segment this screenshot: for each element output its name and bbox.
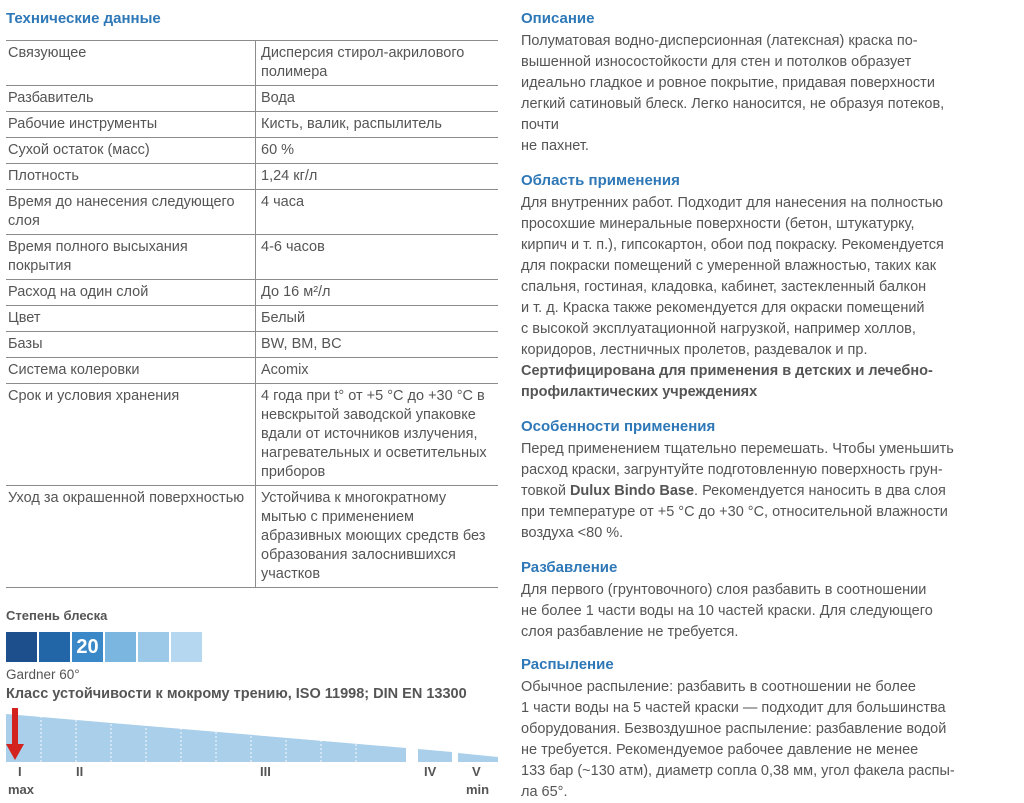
application-text [521, 193, 944, 403]
text-line: воздуха <80 %. [521, 525, 624, 541]
text-line: легкий сатиновый блеск. Легко наносится, не образуя потеков, [521, 96, 945, 112]
class-label: III [260, 764, 271, 779]
gloss-swatch [6, 632, 37, 662]
description-section [521, 10, 944, 157]
spec-key: Цвет [6, 306, 256, 332]
arrow-shaft [12, 708, 18, 746]
spec-key: Рабочие инструменты [6, 112, 256, 138]
text-line: с высокой эксплуатационной нагрузкой, например холлов, [521, 321, 916, 337]
text-line: Сертифицирована для применения в детских и лечебно- [521, 363, 933, 379]
spec-value: BW, BM, BC [261, 336, 342, 352]
dilution-text [521, 580, 933, 643]
text-line: идеально гладкое и ровное покрытие, придавая поверхности [521, 75, 935, 91]
spec-row [6, 86, 498, 112]
spec-key: Связующее [6, 41, 256, 86]
features-title: Особенности применения [521, 418, 716, 435]
text-line: Для внутренних работ. Подходит для нанесения на полностью [521, 195, 944, 211]
tech-data-title: Технические данные [6, 10, 161, 27]
application-section [521, 172, 944, 403]
gloss-swatch: 20 [72, 632, 103, 662]
text-line: 1 части воды на 5 частей краски — подходит для большинства [521, 700, 946, 716]
spec-key: Расход на один слой [6, 280, 256, 306]
gloss-title: Степень блеска [6, 608, 108, 623]
text-line: почти [521, 117, 559, 133]
text-line: для покраски помещений с умеренной влажностью, таких как [521, 258, 937, 274]
text-line: кирпич и т. п.), гипсокартон, обои под покраску. Рекомендуется [521, 237, 944, 253]
description-title: Описание [521, 10, 595, 27]
gloss-swatch [138, 632, 169, 662]
features-text [521, 439, 954, 544]
text-line: не пахнет. [521, 138, 589, 154]
text-line: Перед применением тщательно перемешать. Чтобы уменьшить [521, 441, 954, 457]
features-section [521, 418, 954, 544]
spec-row [6, 164, 498, 190]
text-line: не требуется. Рекомендуемое рабочее давление не менее [521, 742, 919, 758]
spec-row [6, 138, 498, 164]
text-line: 133 бар (~130 атм), диаметр сопла 0,38 мм, угол факела распы- [521, 763, 955, 779]
spec-row [6, 486, 498, 588]
max-label: max [8, 782, 35, 797]
spec-key: Сухой остаток (масс) [6, 138, 256, 164]
text-line: Обычное распыление: разбавить в соотношении не более [521, 679, 916, 695]
spec-row [6, 332, 498, 358]
text-span: . Рекомендуется наносить в два слоя [694, 483, 946, 499]
gloss-scale [6, 632, 202, 662]
class-label: II [76, 764, 84, 779]
text-line: ла 65°. [521, 784, 568, 800]
text-line: спальня, гостиная, кладовка, кабинет, застекленный балкон [521, 279, 927, 295]
tech-data-table [6, 40, 498, 588]
spraying-section [521, 656, 955, 803]
spec-value: Устойчива к многократному мытью с применением абразивных моющих средств без образования залоснившихся участков [261, 490, 486, 582]
spec-value: До 16 м²/л [261, 284, 331, 300]
spec-key: Разбавитель [6, 86, 256, 112]
spraying-title: Распыление [521, 656, 614, 673]
description-text [521, 31, 944, 157]
spec-key: Уход за окрашенной поверхностью [6, 486, 256, 588]
spec-key: Базы [6, 332, 256, 358]
class-label: IV [424, 764, 437, 779]
dilution-title: Разбавление [521, 559, 618, 576]
spec-value: Вода [261, 90, 295, 106]
text-line: профилактических учреждениях [521, 384, 758, 400]
text-line: Полуматовая водно-дисперсионная (латексная) краска по- [521, 33, 918, 49]
spec-row [6, 41, 498, 86]
gloss-swatch [105, 632, 136, 662]
spec-key: Система колеровки [6, 358, 256, 384]
text-line: оборудования. Безвоздушное распыление: разбавление водой [521, 721, 947, 737]
dilution-section [521, 559, 933, 643]
spec-value: 4-6 часов [261, 239, 325, 255]
spec-value: Acomix [261, 362, 309, 378]
spec-value: 1,24 кг/л [261, 168, 318, 184]
min-label: min [466, 782, 490, 797]
class-label: V [472, 764, 481, 779]
spec-row [6, 112, 498, 138]
text-line: расход краски, загрунтуйте подготовленную поверхность грун- [521, 462, 943, 478]
spec-row [6, 306, 498, 332]
text-span: товкой [521, 483, 570, 499]
gloss-swatch [39, 632, 70, 662]
text-line: и т. д. Краска также рекомендуется для окраски помещений [521, 300, 925, 316]
text-line: не более 1 части воды на 10 частей краски. Для следующего [521, 603, 933, 619]
spec-row [6, 235, 498, 280]
class-label: I [18, 764, 22, 779]
wet-scrub-wedge [6, 714, 406, 762]
spec-key: Плотность [6, 164, 256, 190]
spec-key: Время полного высыхания покрытия [6, 235, 256, 280]
text-line [521, 481, 954, 502]
gloss-caption: Gardner 60° [6, 667, 80, 682]
wet-scrub-title: Класс устойчивости к мокрому трению, ISO 11998; DIN EN 13300 [6, 686, 467, 702]
spec-value: Кисть, валик, распылитель [261, 116, 442, 132]
text-line: слоя разбавление не требуется. [521, 624, 739, 640]
application-title: Область применения [521, 172, 680, 189]
spec-row [6, 190, 498, 235]
spec-row [6, 384, 498, 486]
spraying-text [521, 677, 955, 803]
wet-scrub-scale [6, 704, 498, 802]
text-line: при температуре от +5 °С до +30 °С, относительной влажности [521, 504, 948, 520]
product-name: Dulux Bindo Base [569, 483, 695, 499]
wet-scrub-chart [6, 704, 498, 764]
text-line: просохшие минеральные поверхности (бетон, штукатурку, [521, 216, 915, 232]
spec-key: Время до нанесения следующего слоя [6, 190, 256, 235]
gloss-swatch [171, 632, 202, 662]
text-line: коридоров, лестничных пролетов, раздевалок и пр. [521, 342, 868, 358]
spec-row [6, 280, 498, 306]
spec-value: 4 часа [261, 194, 305, 210]
wet-scrub-wedge-v [458, 753, 498, 762]
spec-value: Белый [261, 310, 306, 326]
spec-key: Срок и условия хранения [6, 384, 256, 486]
spec-row [6, 358, 498, 384]
wet-scrub-wedge-iv [418, 749, 452, 762]
text-line: вышенной износостойкости для стен и потолков образует [521, 54, 912, 70]
spec-value: 4 года при t° от +5 °С до +30 °С в невскрытой заводской упаковке вдали от источников излучения, нагревательных и осветительных приборов [261, 388, 487, 480]
spec-value: 60 % [261, 142, 295, 158]
spec-value: Дисперсия стирол-акрилового полимера [261, 45, 465, 80]
text-line: Для первого (грунтовочного) слоя разбавить в соотношении [521, 582, 927, 598]
